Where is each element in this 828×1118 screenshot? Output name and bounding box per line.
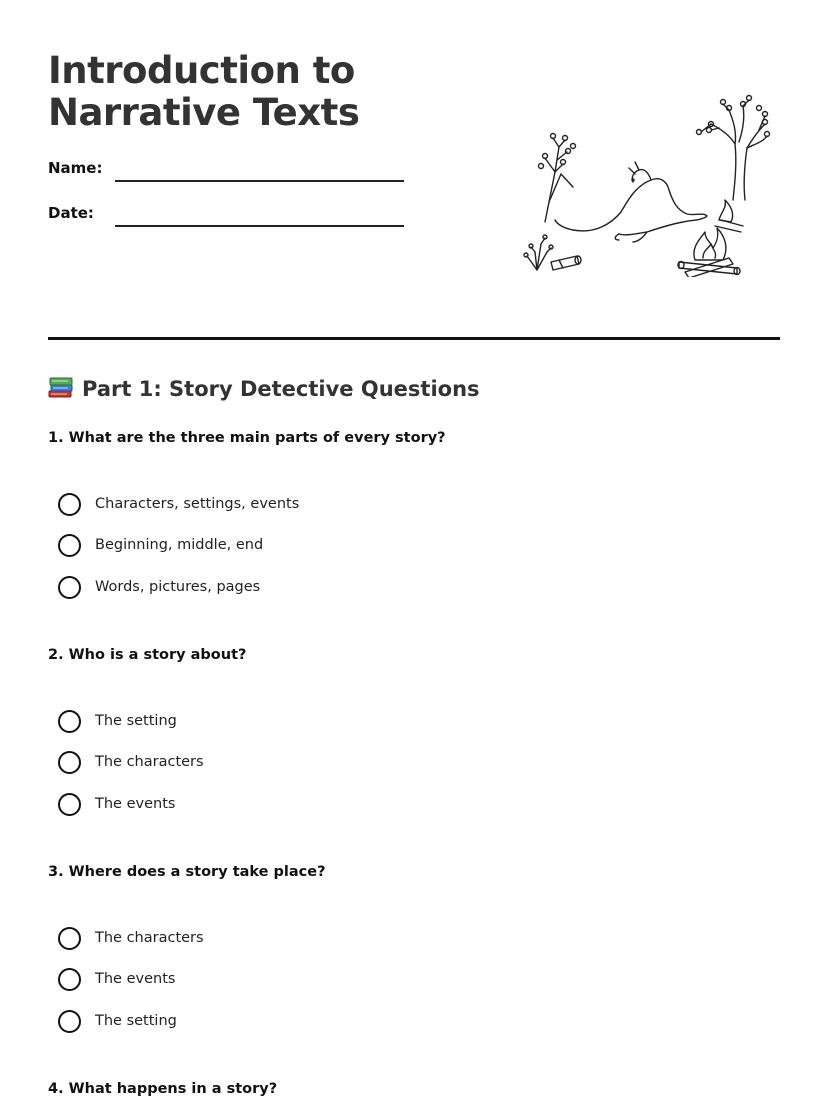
name-line[interactable] xyxy=(115,180,404,182)
answer-option[interactable] xyxy=(58,493,458,519)
section-title xyxy=(48,374,480,404)
answer-option[interactable] xyxy=(58,751,458,777)
small-flame-icon xyxy=(715,200,743,232)
answer-option[interactable] xyxy=(58,793,458,819)
answer-option[interactable] xyxy=(58,710,458,736)
tree-icon xyxy=(697,96,770,201)
kangaroo-campfire-illustration xyxy=(515,92,775,277)
campfire-icon xyxy=(678,228,740,277)
title-line-2: Narrative Texts xyxy=(48,91,360,134)
answer-option[interactable] xyxy=(58,968,458,994)
date-label: Date: xyxy=(48,204,94,222)
radio-button[interactable] xyxy=(58,927,81,950)
radio-button[interactable] xyxy=(58,793,81,816)
log-icon xyxy=(551,256,581,270)
radio-button[interactable] xyxy=(58,576,81,599)
option-label: The setting xyxy=(95,713,177,729)
section-title-text: Part 1: Story Detective Questions xyxy=(82,377,480,401)
question-text: 3. Where does a story take place? xyxy=(48,864,326,880)
kangaroo-icon xyxy=(555,162,707,242)
option-label: Words, pictures, pages xyxy=(95,579,261,595)
option-label: The setting xyxy=(95,1013,177,1029)
answer-option[interactable] xyxy=(58,1010,458,1036)
radio-button[interactable] xyxy=(58,1010,81,1033)
radio-button[interactable] xyxy=(58,968,81,991)
answer-option[interactable] xyxy=(58,927,458,953)
answer-option[interactable] xyxy=(58,534,458,560)
option-label: The characters xyxy=(95,930,204,946)
question-text: 1. What are the three main parts of every story? xyxy=(48,430,446,446)
radio-button[interactable] xyxy=(58,751,81,774)
question-text: 2. Who is a story about? xyxy=(48,647,247,663)
bush-icon xyxy=(524,235,553,270)
date-field[interactable] xyxy=(48,204,408,228)
option-label: The events xyxy=(95,796,176,812)
title-line-1: Introduction to xyxy=(48,49,355,92)
name-field[interactable] xyxy=(48,159,408,183)
option-label: Beginning, middle, end xyxy=(95,537,264,553)
radio-button[interactable] xyxy=(58,534,81,557)
option-label: The events xyxy=(95,971,176,987)
date-line[interactable] xyxy=(115,225,404,227)
question-text: 4. What happens in a story? xyxy=(48,1081,278,1097)
worksheet-title xyxy=(48,50,468,134)
option-label: The characters xyxy=(95,754,204,770)
section-divider xyxy=(48,337,780,340)
answer-option[interactable] xyxy=(58,576,458,602)
radio-button[interactable] xyxy=(58,493,81,516)
name-label: Name: xyxy=(48,159,103,177)
books-icon xyxy=(48,375,74,399)
radio-button[interactable] xyxy=(58,710,81,733)
sapling-icon xyxy=(539,134,576,223)
option-label: Characters, settings, events xyxy=(95,496,300,512)
